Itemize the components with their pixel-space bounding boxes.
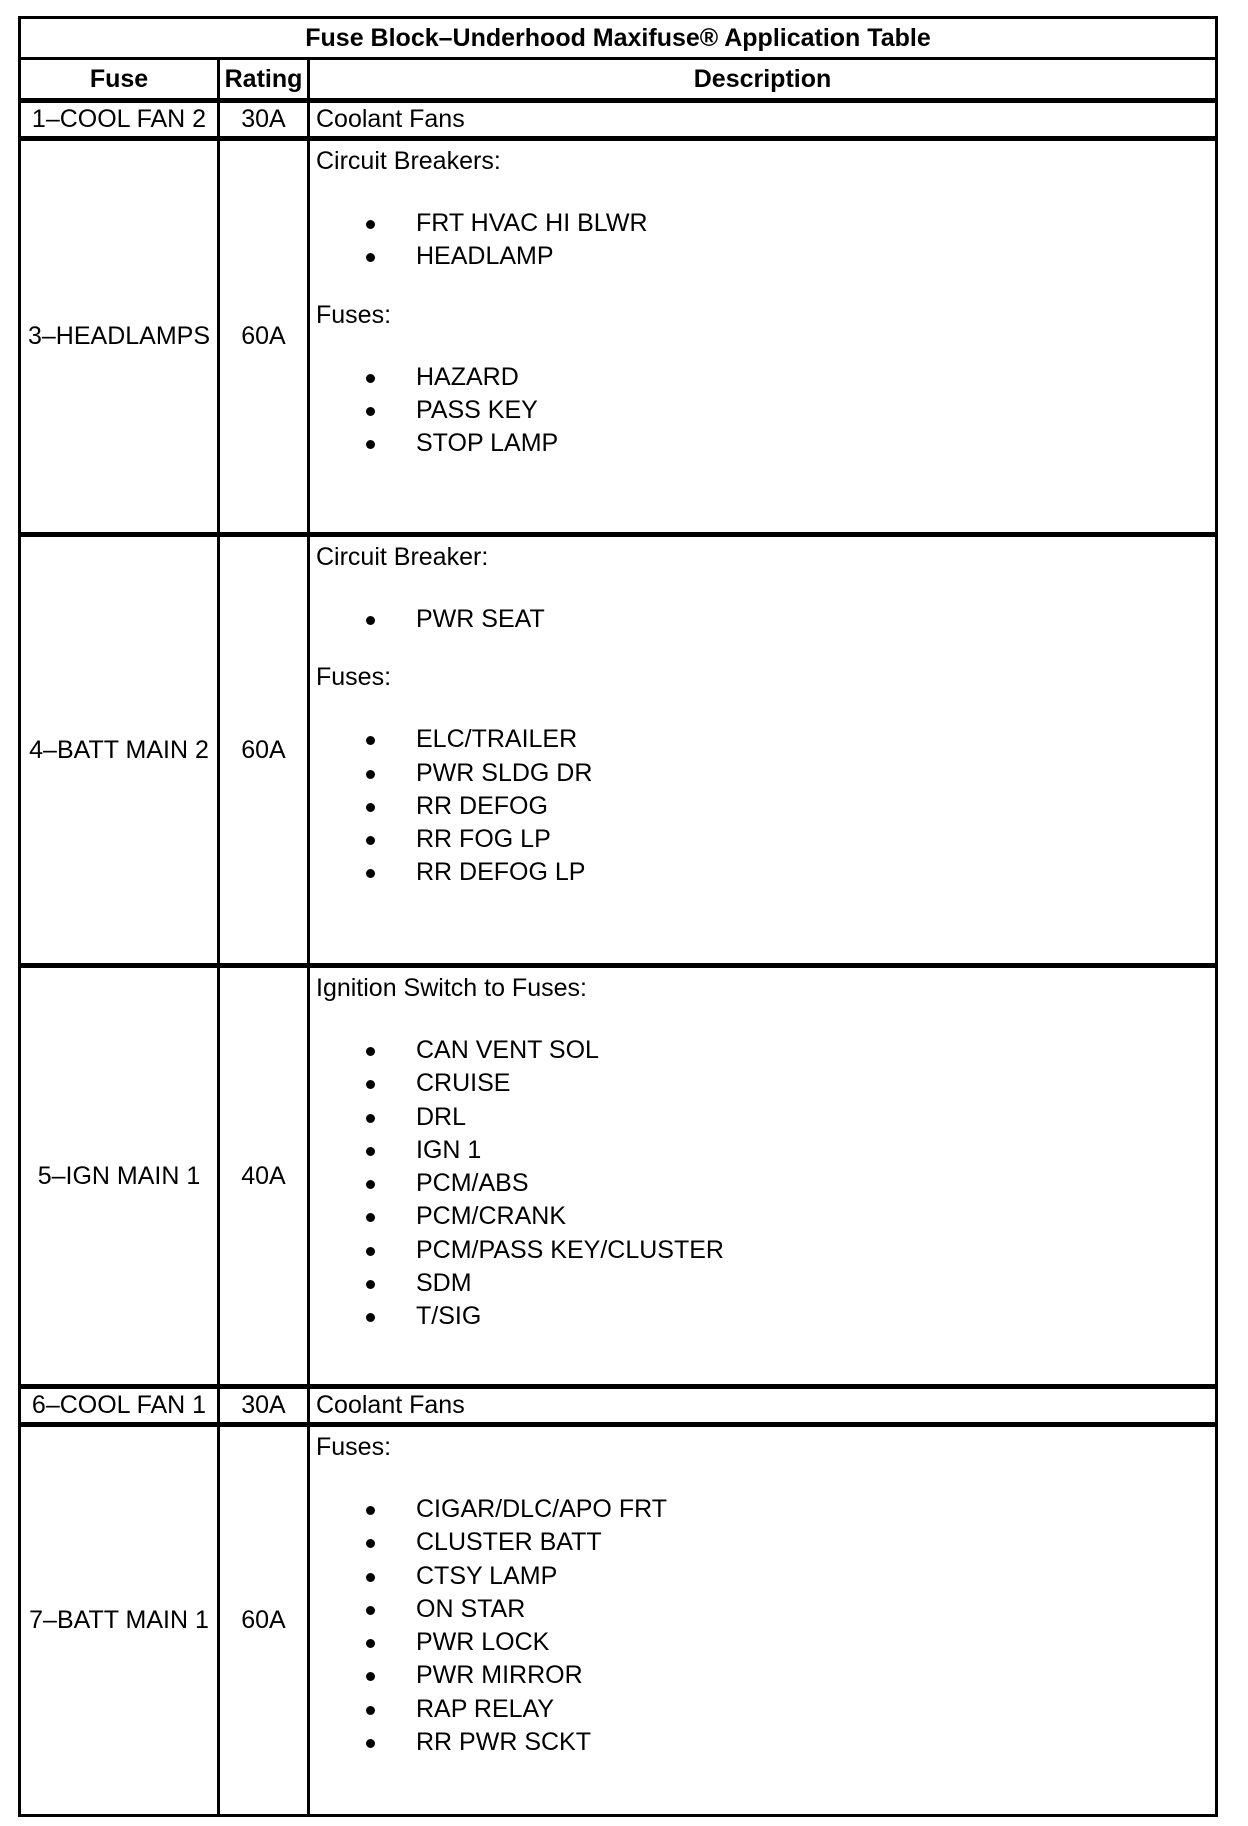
description-list xyxy=(316,1493,1209,1759)
description-block xyxy=(316,661,1209,889)
description-heading: Circuit Breakers: xyxy=(316,147,501,175)
list-item: RR PWR SCKT xyxy=(316,1726,1209,1759)
list-item: HEADLAMP xyxy=(316,240,1209,273)
description-heading: Fuses: xyxy=(316,1433,392,1461)
list-item: CIGAR/DLC/APO FRT xyxy=(316,1493,1209,1526)
list-item: ELC/TRAILER xyxy=(316,723,1209,756)
description-list xyxy=(316,207,1209,274)
list-item: CLUSTER BATT xyxy=(316,1526,1209,1559)
description-heading: Coolant Fans xyxy=(316,1391,465,1419)
table-body xyxy=(20,101,1217,1816)
description-cell xyxy=(309,966,1217,1387)
column-header-rating: Rating xyxy=(219,59,309,101)
description-block xyxy=(316,541,1209,636)
list-item: PWR SEAT xyxy=(316,603,1209,636)
description-list xyxy=(316,1034,1209,1334)
description-block xyxy=(316,1389,1209,1422)
table-title-row xyxy=(20,18,1217,59)
list-item: PCM/CRANK xyxy=(316,1200,1209,1233)
description-cell xyxy=(309,1425,1217,1816)
description-heading: Ignition Switch to Fuses: xyxy=(316,974,587,1002)
list-item: STOP LAMP xyxy=(316,427,1209,460)
list-item: CRUISE xyxy=(316,1067,1209,1100)
description-list xyxy=(316,603,1209,636)
description-cell xyxy=(309,139,1217,535)
description-cell xyxy=(309,101,1217,139)
description-heading: Circuit Breaker: xyxy=(316,543,489,571)
description-block xyxy=(316,299,1209,461)
description-cell xyxy=(309,535,1217,966)
column-header-fuse: Fuse xyxy=(20,59,219,101)
list-item: RR DEFOG xyxy=(316,790,1209,823)
fuse-cell: 3–HEADLAMPS xyxy=(20,139,219,535)
fuse-cell: 5–IGN MAIN 1 xyxy=(20,966,219,1387)
fuse-cell: 4–BATT MAIN 2 xyxy=(20,535,219,966)
description-heading: Coolant Fans xyxy=(316,105,465,133)
table-row xyxy=(20,139,1217,535)
list-item: RAP RELAY xyxy=(316,1693,1209,1726)
description-heading: Fuses: xyxy=(316,300,392,329)
list-item: HAZARD xyxy=(316,361,1209,394)
table-row xyxy=(20,966,1217,1387)
list-item: PCM/PASS KEY/CLUSTER xyxy=(316,1234,1209,1267)
rating-cell: 40A xyxy=(219,966,309,1387)
fuse-cell: 6–COOL FAN 1 xyxy=(20,1387,219,1425)
table-row xyxy=(20,101,1217,139)
table-header-row xyxy=(20,59,1217,101)
rating-cell: 60A xyxy=(219,535,309,966)
table-row xyxy=(20,1387,1217,1425)
list-item: PWR LOCK xyxy=(316,1626,1209,1659)
table-row xyxy=(20,535,1217,966)
fuse-cell: 7–BATT MAIN 1 xyxy=(20,1425,219,1816)
description-cell xyxy=(309,1387,1217,1425)
list-item: RR FOG LP xyxy=(316,823,1209,856)
list-item: DRL xyxy=(316,1101,1209,1134)
list-item: PASS KEY xyxy=(316,394,1209,427)
list-item: SDM xyxy=(316,1267,1209,1300)
description-block xyxy=(316,103,1209,136)
table-title: Fuse Block–Underhood Maxifuse® Application Table xyxy=(20,18,1217,59)
rating-cell: 30A xyxy=(219,101,309,139)
list-item: RR DEFOG LP xyxy=(316,856,1209,889)
list-item: IGN 1 xyxy=(316,1134,1209,1167)
list-item: ON STAR xyxy=(316,1593,1209,1626)
rating-cell: 60A xyxy=(219,139,309,535)
description-block xyxy=(316,1431,1209,1759)
list-item: CTSY LAMP xyxy=(316,1560,1209,1593)
fuse-application-table xyxy=(18,16,1218,1817)
fuse-cell: 1–COOL FAN 2 xyxy=(20,101,219,139)
list-item: PWR MIRROR xyxy=(316,1659,1209,1692)
list-item: CAN VENT SOL xyxy=(316,1034,1209,1067)
table-row xyxy=(20,1425,1217,1816)
list-item: PWR SLDG DR xyxy=(316,757,1209,790)
rating-cell: 30A xyxy=(219,1387,309,1425)
description-block xyxy=(316,145,1209,274)
description-heading: Fuses: xyxy=(316,663,392,692)
fuse-application-table-container xyxy=(18,16,1215,1817)
description-list xyxy=(316,723,1209,889)
list-item: PCM/ABS xyxy=(316,1167,1209,1200)
description-list xyxy=(316,361,1209,461)
rating-cell: 60A xyxy=(219,1425,309,1816)
column-header-description: Description xyxy=(309,59,1217,101)
list-item: T/SIG xyxy=(316,1300,1209,1333)
list-item: FRT HVAC HI BLWR xyxy=(316,207,1209,240)
description-block xyxy=(316,972,1209,1334)
